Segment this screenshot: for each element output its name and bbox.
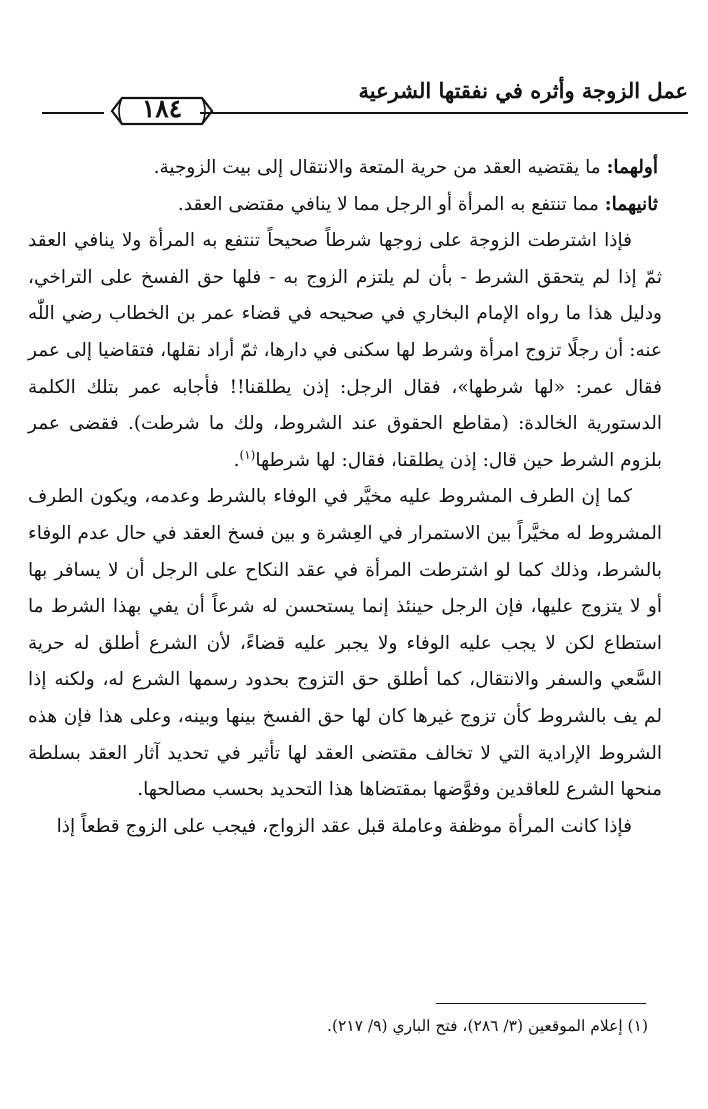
header-rule xyxy=(200,112,688,114)
footnote: (١) إعلام الموقعين (٣/ ٢٨٦)، فتح الباري (٩/ ٢١٧). xyxy=(327,1017,648,1035)
main-text xyxy=(28,150,662,845)
paragraph-condition-end: . xyxy=(233,449,240,471)
point-label-second: ثانيهما: xyxy=(604,193,658,215)
paragraph-second-point xyxy=(28,187,662,224)
point-label-first: أولهما: xyxy=(606,157,658,178)
point-text-second: مما تنتفع به المرأة أو الرجل مما لا ينافي مقتضى العقد. xyxy=(177,193,605,215)
point-text-first: ما يقتضيه العقد من حرية المتعة والانتقال إلى بيت الزوجية. xyxy=(153,157,607,178)
paragraph-condition xyxy=(28,223,662,479)
running-title: عمل الزوجة وأثره في نفقتها الشرعية xyxy=(358,78,688,103)
header-rule-left xyxy=(42,112,104,114)
paragraph-employed-woman-text: فإذا كانت المرأة موظفة وعاملة قبل عقد الزواج، فيجب على الزوج قطعاً إذا xyxy=(56,815,632,837)
paragraph-first-point xyxy=(28,150,662,187)
page-number: ١٨٤ xyxy=(141,94,183,123)
footnote-reference: (١) xyxy=(239,447,256,462)
page-header xyxy=(24,72,688,128)
paragraph-condition-text: فإذا اشترطت الزوجة على زوجها شرطاً صحيحاً تنتفع به المرأة ولا ينافي العقد ثمّ إذا لم يتحقق الشرط - بأن لم يلتزم الزوج به - فلها حق الفسخ على التراخي، ودليل هذا ما رواه الإمام البخاري في صحيحه في قضاء عمر بن الخطاب رضي اللّٰه عنه: أن رجلًا تزوج امرأة وشرط لها سكنى في دارها، ثمّ أراد نقلها، فتقاضيا إلى عمر فقال عمر: «لها شرطها»، فقال الرجل: إذن يطلقنا!! فأجابه عمر بتلك الكلمة الدستورية الخالدة: (مقاطع الحقوق عند الشروط، ولك ما شرطت). فقضى عمر بلزوم الشرط حين قال: إذن يطلقنا، فقال: لها شرطها xyxy=(28,230,662,471)
footnote-separator xyxy=(436,1003,646,1004)
paragraph-choice-text: كما إن الطرف المشروط عليه مخيَّر في الوفاء بالشرط وعدمه، ويكون الطرف المشروط له مخيَّراً بين الاستمرار في العِشرة و بين فسخ العقد في حال عدم الوفاء بالشرط، وذلك كما لو اشترطت المرأة في عقد النكاح على الرجل أن لا يسافر بها أو لا يتزوج عليها، فإن الرجل حينئذ إنما يستحسن له شرعاً أن يفي بهذا الشرط ما استطاع لكن لا يجب عليه الوفاء ولا يجبر عليه قضاءً، لأن الشرع أطلق له حرية السَّعي والسفر والانتقال، كما أطلق حق التزوج بحدود رسمها الشرع له، ولكنه إذا لم يف بالشروط كأن تزوج غيرها كان لها حق الفسخ بينها وبينه، وعلى هذا فإن هذه الشروط الإرادية التي لا تخالف مقتضى العقد لها تأثير في تحديد آثار العقد بسلطة منحها الشرع للعاقدين وفوَّضها بمقتضاها هذا التحديد بحسب مصالحها. xyxy=(28,486,662,801)
page-number-ornament xyxy=(108,90,216,132)
paragraph-choice xyxy=(28,479,662,808)
paragraph-employed-woman xyxy=(28,809,662,846)
